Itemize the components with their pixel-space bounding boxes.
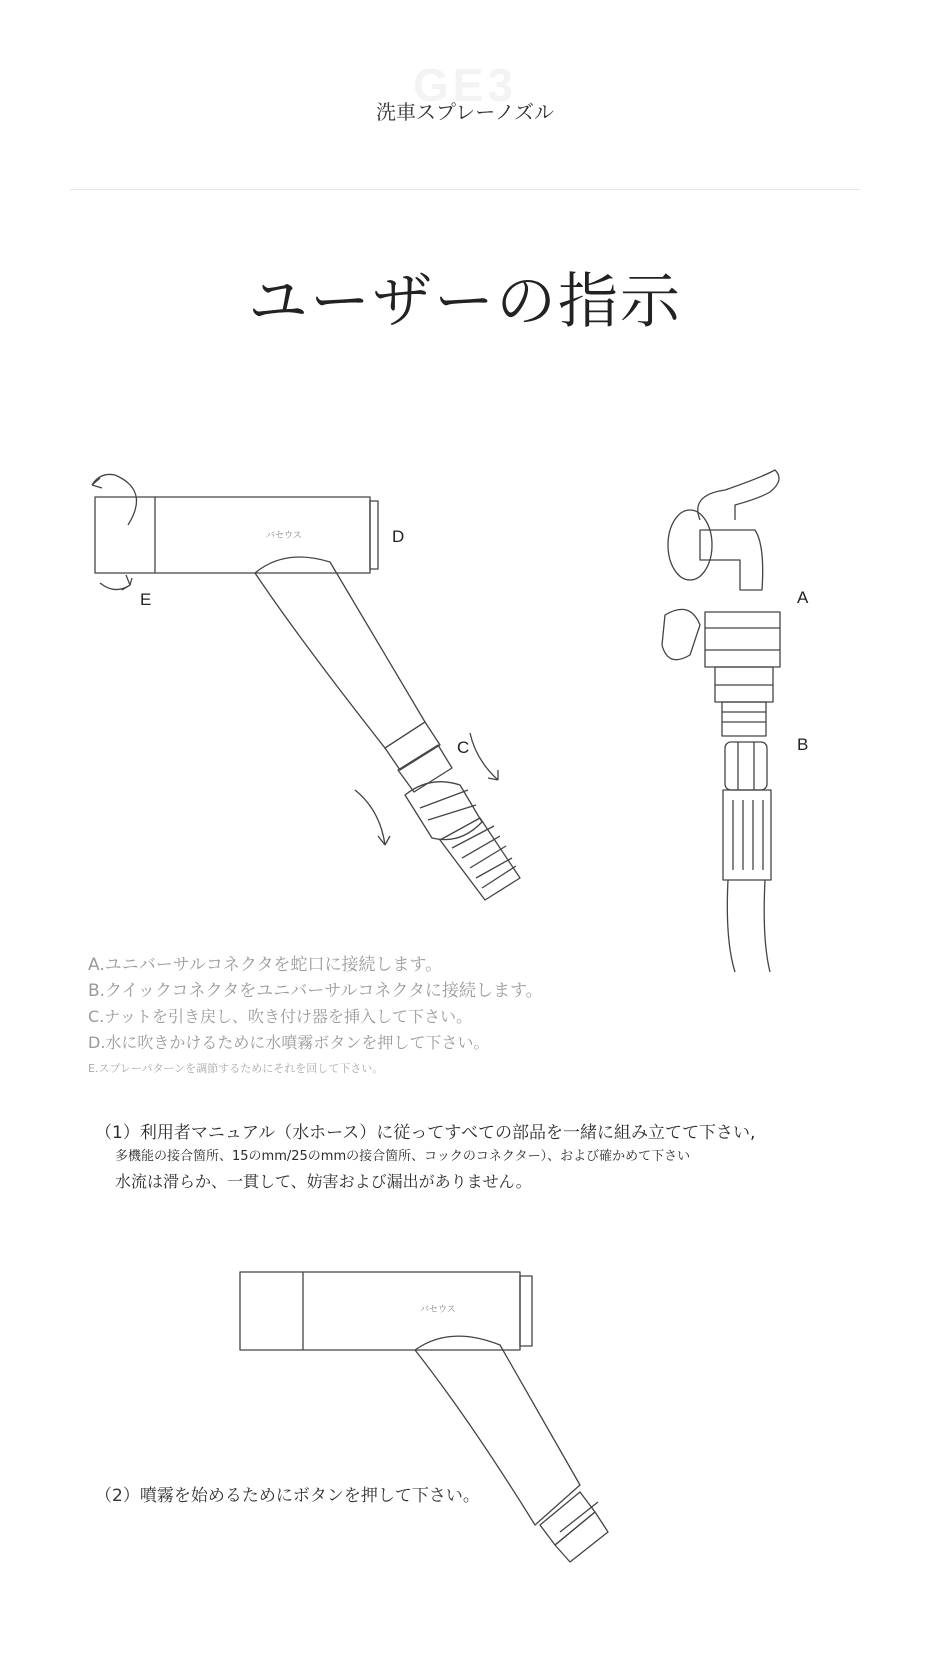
figure2-label-a: A: [797, 588, 809, 607]
spray-gun-connection-illustration: [0, 440, 560, 910]
step-e: E.スプレーパターンを調節するためにそれを回して下さい。: [88, 1062, 384, 1075]
figure1-label-e: E: [140, 590, 152, 609]
instruction-note-2: （2）噴霧を始めるためにボタンを押して下さい。: [95, 1486, 480, 1506]
step-list: [88, 952, 543, 1082]
instruction-note-1: [95, 1121, 755, 1195]
note1-line2: 多機能の接合箇所、15のmm/25のmmの接合箇所、コックのコネクター）、および確かめて下さい: [115, 1149, 691, 1164]
faucet-connection-illustration: [640, 460, 820, 980]
spray-gun-illustration: [220, 1260, 600, 1590]
figure1-brand-label: バセウス: [266, 531, 302, 541]
page-title: ユーザーの指示: [248, 267, 682, 337]
step-d: D.水に吹きかけるために水噴霧ボタンを押して下さい。: [88, 1033, 490, 1052]
step-b: B.クイックコネクタをユニバーサルコネクタに接続します。: [88, 981, 543, 1001]
figure1-label-c: C: [457, 738, 470, 757]
header-divider: [70, 189, 860, 190]
step-a: A.ユニバーサルコネクタを蛇口に接続します。: [88, 955, 443, 975]
figure1-label-d: D: [392, 527, 405, 546]
figure3-brand-label: バセウス: [420, 1305, 456, 1315]
product-subtitle: 洗車スプレーノズル: [376, 100, 554, 124]
figure2-label-b: B: [797, 735, 809, 754]
step-c: C.ナットを引き戻し、吹き付け器を挿入して下さい。: [88, 1007, 472, 1026]
brand-logo-watermark: GE3: [412, 59, 518, 111]
note1-line3: 水流は滑らか、一貫して、妨害および漏出がありません。: [115, 1172, 532, 1191]
note1-line1: （1）利用者マニュアル（水ホース）に従ってすべての部品を一緒に組み立てて下さい,: [95, 1123, 756, 1143]
